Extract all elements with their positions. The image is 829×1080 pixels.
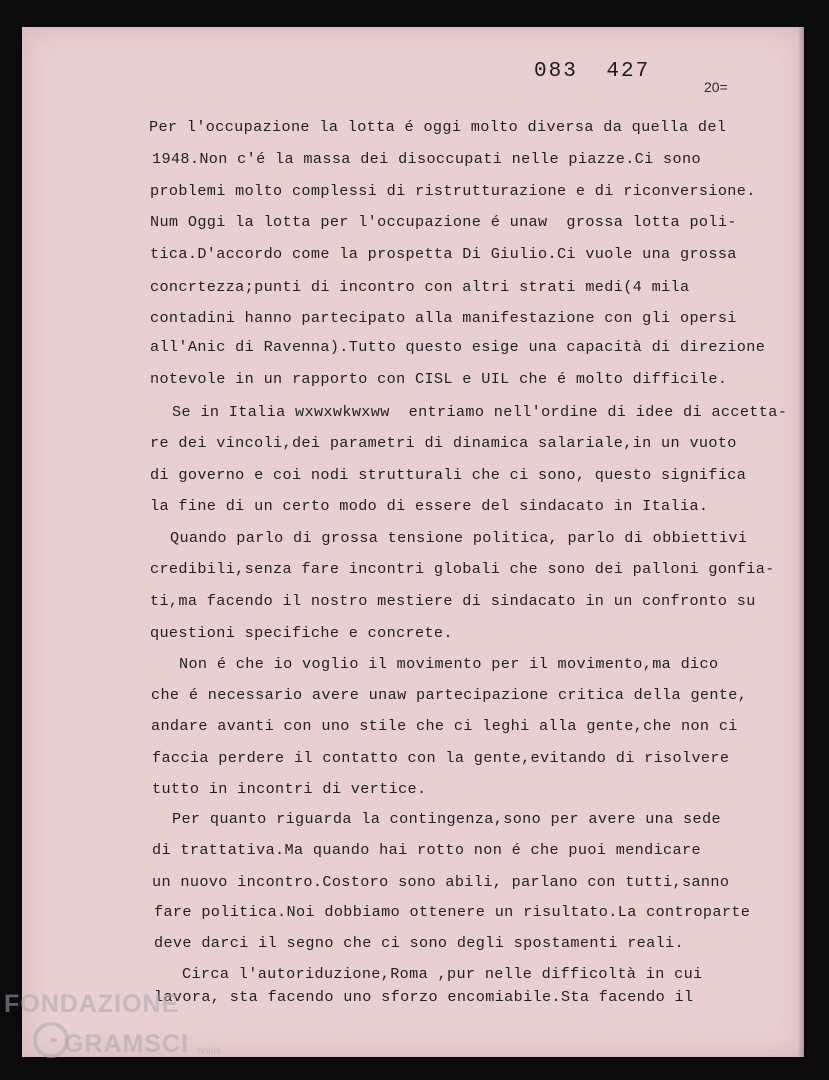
text-line: re dei vincoli,dei parametri di dinamica salariale,in un vuoto [150, 434, 737, 452]
document-number: 083 427 [534, 60, 651, 83]
text-line: Num Oggi la lotta per l'occupazione é unaw grossa lotta poli- [150, 213, 737, 231]
text-line: Quando parlo di grossa tensione politica, parlo di obbiettivi [170, 529, 748, 547]
text-line: fare politica.Noi dobbiamo ottenere un risultato.La controparte [154, 903, 751, 921]
text-line: tutto in incontri di vertice. [152, 780, 427, 798]
text-line: all'Anic di Ravenna).Tutto questo esige una capacità di direzione [150, 338, 766, 356]
text-line: Se in Italia wxwxwkwxww entriamo nell'ordine di idee di accetta- [172, 403, 788, 421]
text-line: Per l'occupazione la lotta é oggi molto diversa da quella del [149, 118, 727, 136]
text-line: Per quanto riguarda la contingenza,sono per avere una sede [172, 810, 721, 828]
watermark-line-2: GRAMSCI [64, 1030, 190, 1058]
text-line: ti,ma facendo il nostro mestiere di sindacato in un confronto su [150, 592, 756, 610]
text-line: credibili,senza fare incontri globali che sono dei palloni gonfia- [150, 560, 775, 578]
watermark-line-3: onlus [197, 1046, 221, 1057]
text-line: problemi molto complessi di ristrutturazione e di riconversione. [150, 182, 756, 200]
text-line: 1948.Non c'é la massa dei disoccupati nelle piazze.Ci sono [152, 150, 701, 168]
text-line: questioni specifiche e concrete. [150, 624, 453, 642]
text-line: concrtezza;punti di incontro con altri strati medi(4 mila [150, 278, 690, 296]
text-line: deve darci il segno che ci sono degli spostamenti reali. [154, 934, 684, 952]
text-line: contadini hanno partecipato alla manifestazione con gli opersi [150, 309, 737, 327]
typewritten-page [22, 27, 804, 1057]
page-edge-shadow [798, 27, 804, 1057]
text-line: che é necessario avere unaw partecipazione critica della gente, [151, 686, 748, 704]
text-line: di trattativa.Ma quando hai rotto non é che puoi mendicare [152, 841, 701, 859]
fondazione-gramsci-watermark [4, 990, 221, 1059]
page-number: 20= [704, 79, 728, 95]
text-line: Circa l'autoriduzione,Roma ,pur nelle difficoltà in cui [182, 965, 703, 983]
text-line: andare avanti con uno stile che ci leghi alla gente,che non ci [151, 717, 738, 735]
watermark-line-1: FONDAZIONE [4, 990, 180, 1018]
text-line: un nuovo incontro.Costoro sono abili, parlano con tutti,sanno [152, 873, 730, 891]
text-line: notevole in un rapporto con CISL e UIL che é molto difficile. [150, 370, 728, 388]
text-line: lavora, sta facendo uno sforzo encomiabile.Sta facendo il [154, 988, 694, 1006]
text-line: faccia perdere il contatto con la gente,evitando di risolvere [152, 749, 730, 767]
text-line: di governo e coi nodi strutturali che ci sono, questo significa [150, 466, 747, 484]
text-line: la fine di un certo modo di essere del sindacato in Italia. [150, 497, 709, 515]
text-line: tica.D'accordo come la prospetta Di Giulio.Ci vuole una grossa [150, 245, 737, 263]
text-line: Non é che io voglio il movimento per il movimento,ma dico [179, 655, 719, 673]
